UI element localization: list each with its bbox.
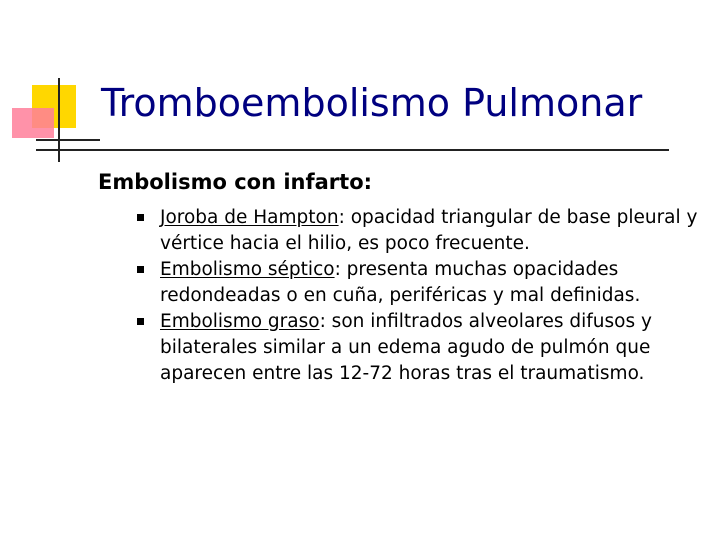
bullet-square-icon [137, 266, 144, 273]
bullet-item [135, 309, 715, 387]
slide-title: Tromboembolismo Pulmonar [101, 81, 643, 125]
bullet-item [135, 205, 715, 257]
bullet-text: : presenta muchas opacidades redondeadas o en cuña, periféricas y mal definidas. [160, 259, 641, 306]
bullet-list [135, 205, 715, 387]
bullet-text: : opacidad triangular de base pleural y vértice hacia el hilio, es poco frecuente. [160, 207, 698, 254]
section-heading: Embolismo con infarto: [98, 170, 373, 194]
bullet-square-icon [137, 318, 144, 325]
slide-logo-decoration [0, 0, 100, 170]
horizontal-line-shape [36, 139, 100, 141]
bullet-term: Embolismo graso [160, 311, 320, 332]
bullet-square-icon [137, 214, 144, 221]
bullet-text: : son infiltrados alveolares difusos y bilaterales similar a un edema agudo de pulmón que aparecen entre las 12-72 horas tras el traumatismo. [160, 311, 652, 384]
bullet-item [135, 257, 715, 309]
bullet-term: Embolismo séptico [160, 259, 335, 280]
red-rectangle-shape [12, 108, 54, 138]
bullet-term: Joroba de Hampton [160, 207, 339, 228]
title-divider [36, 149, 669, 151]
